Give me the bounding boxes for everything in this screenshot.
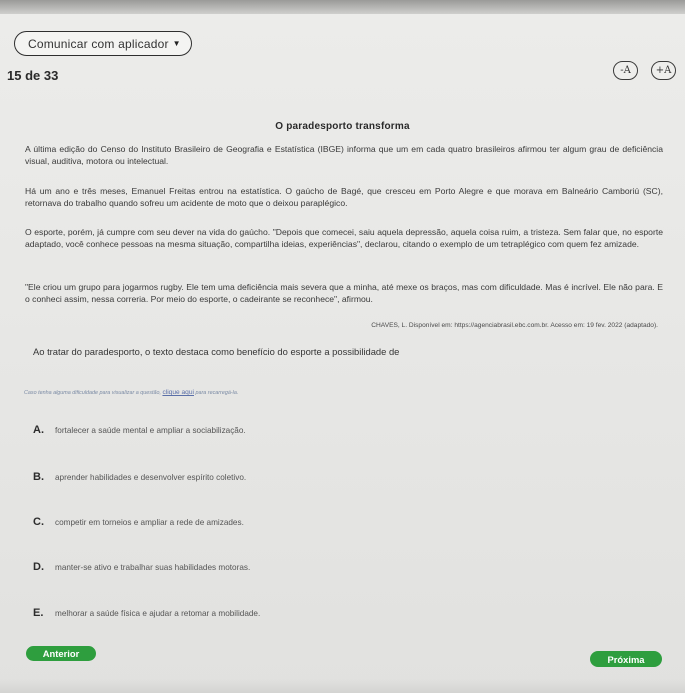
- article-paragraph: A última edição do Censo do Instituto Brasileiro de Geografia e Estatística (IBGE) informa que um em cada quatro brasileiros afirmou ter algum grau de deficiência visual, auditiva, motora ou intelectual.: [25, 144, 663, 166]
- option-letter: C.: [33, 516, 44, 528]
- top-edge: [0, 0, 685, 14]
- answer-option-c[interactable]: [33, 516, 244, 528]
- option-letter: D.: [33, 561, 44, 573]
- hint-text-before: Caso tenha alguma dificuldade para visualizar a questão,: [24, 390, 161, 396]
- reload-question-link[interactable]: clique aqui: [162, 389, 194, 396]
- article-title: O paradesporto transforma: [275, 121, 410, 132]
- article-paragraph: Há um ano e três meses, Emanuel Freitas entrou na estatística. O gaúcho de Bagé, que cresceu em Porto Alegre e que morava em Balneário Camboriú (SC), retornava do trabalho quando sofreu um acidente de moto que o deixou paraplégico.: [25, 186, 663, 208]
- chevron-down-icon: ▼: [172, 39, 181, 48]
- option-text: manter-se ativo e trabalhar suas habilidades motoras.: [55, 563, 251, 572]
- hint-text-after: para recarregá-la.: [195, 390, 239, 396]
- contact-proctor-dropdown[interactable]: [14, 31, 192, 56]
- dropdown-label: Comunicar com aplicador: [28, 36, 169, 51]
- option-letter: E.: [33, 607, 44, 619]
- option-letter: A.: [33, 424, 44, 436]
- article-source: CHAVES, L. Disponível em: https://agenciabrasil.ebc.com.br. Acesso em: 19 fev. 2022 (adaptado).: [371, 322, 658, 329]
- option-letter: B.: [33, 471, 44, 483]
- answer-option-a[interactable]: [33, 424, 246, 436]
- question-prompt: Ao tratar do paradesporto, o texto destaca como benefício do esporte a possibilidade de: [33, 346, 400, 357]
- article-paragraph: O esporte, porém, já cumpre com seu dever na vida do gaúcho. "Depois que comecei, saiu aquela depressão, aquela coisa ruim, a tristeza. Sem falar que, no esporte adaptado, você conhece pessoas na mesma situação, compartilha ideias, experiências", declarou, citando o exemplo de um tetraplégico com quem fez amizade.: [25, 227, 663, 249]
- decrease-font-button[interactable]: -A: [613, 61, 638, 80]
- option-text: aprender habilidades e desenvolver espírito coletivo.: [55, 473, 247, 482]
- answer-option-e[interactable]: [33, 607, 260, 619]
- next-button[interactable]: Próxima: [590, 651, 662, 667]
- bottom-edge: [0, 679, 685, 693]
- option-text: competir em torneios e ampliar a rede de amizades.: [55, 518, 244, 527]
- question-counter: 15 de 33: [7, 68, 59, 83]
- option-text: fortalecer a saúde mental e ampliar a sociabilização.: [55, 426, 246, 435]
- article-paragraph: "Ele criou um grupo para jogarmos rugby. Ele tem uma deficiência mais severa que a minha, até mexe os braços, mas com dificuldade. Mas é incrível. Ele não para. E o conheci assim, nessa correria. Por meio do esporte, o cadeirante se reconhece", afirmou.: [25, 282, 663, 304]
- answer-option-d[interactable]: [33, 561, 250, 573]
- previous-button[interactable]: Anterior: [26, 646, 96, 661]
- option-text: melhorar a saúde física e ajudar a retomar a mobilidade.: [55, 609, 261, 618]
- reload-hint: [24, 389, 238, 396]
- increase-font-button[interactable]: +A: [651, 61, 676, 80]
- answer-option-b[interactable]: [33, 471, 246, 483]
